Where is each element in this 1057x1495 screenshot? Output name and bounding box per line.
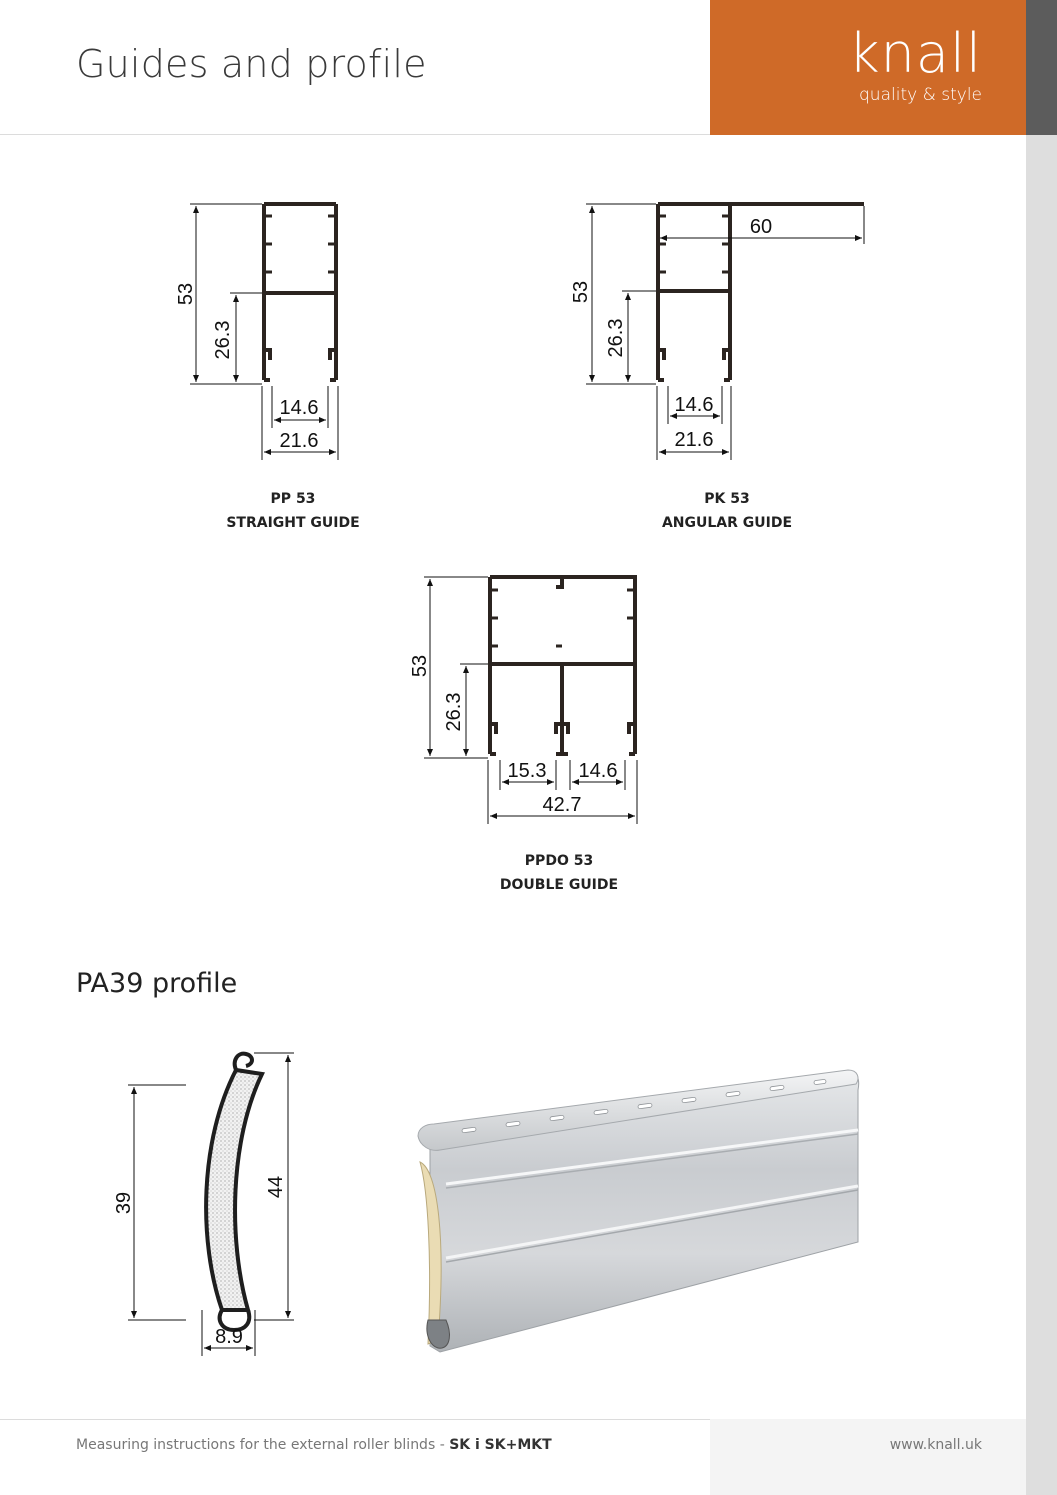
profile-section-title: PA39 profile [76,968,238,999]
pa39-total-dim: 44 [265,1175,287,1199]
guide-ppdo53-name: DOUBLE GUIDE [499,877,619,893]
footer-right-panel [710,1419,1026,1495]
pk53-height-dim: 53 [570,280,592,304]
guide-ppdo53-code: PPDO 53 [524,853,594,869]
guide-pp53-caption [183,487,403,535]
ppdo53-lower-dim: 26.3 [443,692,465,732]
guide-pk53-drawing [570,204,864,460]
footer-website-link[interactable]: www.knall.uk [889,1437,982,1453]
guide-pp53-drawing [175,204,338,460]
ppdo53-right-dim: 14.6 [578,760,618,782]
ppdo53-outer-dim: 42.7 [542,794,582,816]
guide-pk53-caption [617,487,837,535]
pp53-inner-dim: 14.6 [279,397,319,419]
brand-tagline: quality & style [859,85,982,105]
pa39-cross-section [113,1053,294,1356]
ppdo53-height-dim: 53 [409,654,431,678]
pa39-slat-render [418,1070,859,1352]
guide-pp53-name: STRAIGHT GUIDE [226,515,360,531]
pk53-inner-dim: 14.6 [674,394,714,416]
guide-pk53-name: ANGULAR GUIDE [661,515,793,531]
pa39-thickness-dim: 8.9 [215,1326,243,1348]
pp53-lower-dim: 26.3 [212,320,234,360]
guide-ppdo53-drawing [409,577,637,824]
footer-divider [0,1419,710,1420]
ppdo53-left-dim: 15.3 [507,760,547,782]
pk53-flange-dim: 60 [749,216,773,238]
guide-pp53-code: PP 53 [270,491,316,507]
footer-description [76,1437,552,1453]
brand-name: knall [848,22,982,85]
pp53-height-dim: 53 [175,282,197,306]
pk53-outer-dim: 21.6 [674,429,714,451]
page-title: Guides and profile [76,42,427,86]
guide-pk53-code: PK 53 [704,491,750,507]
pp53-outer-dim: 21.6 [279,430,319,452]
pk53-lower-dim: 26.3 [605,318,627,358]
footer-product-codes: SK i SK+MKT [449,1437,552,1453]
pa39-visible-dim: 39 [113,1191,135,1215]
guide-ppdo53-caption [449,849,669,897]
footer-text: Measuring instructions for the external roller blinds - [76,1437,450,1453]
